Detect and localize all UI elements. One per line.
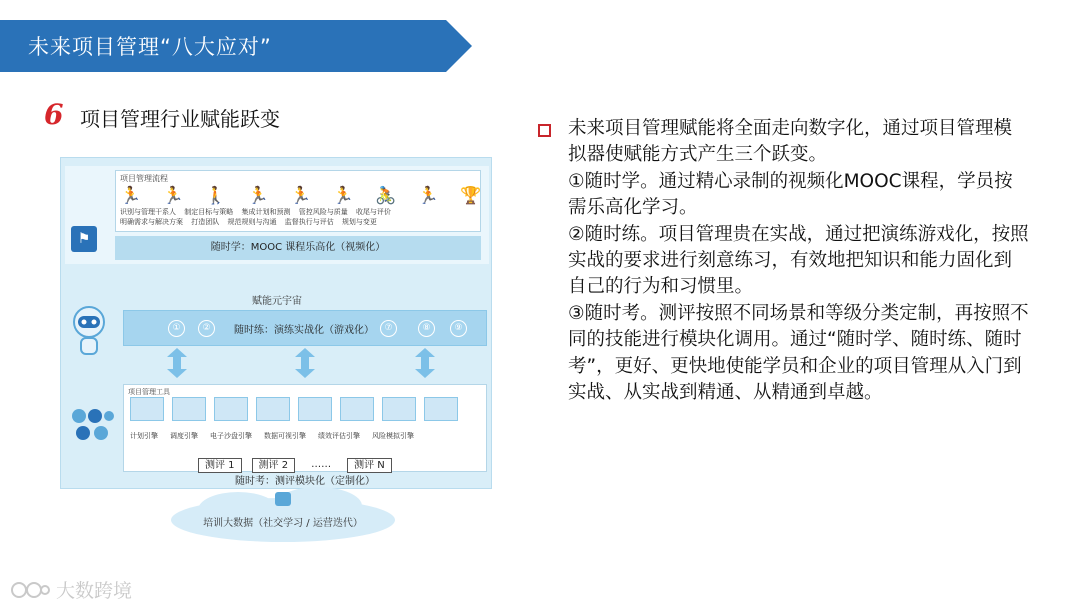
step-label: 监督执行与评估	[284, 218, 334, 226]
test-box: 测评 2	[252, 458, 296, 473]
learn-anytime-bar: 随时学：MOOC 课程乐高化（视频化）	[115, 236, 481, 260]
step-circle: ⑧	[418, 320, 435, 337]
people-icon: ⚑	[71, 226, 97, 252]
tests-row	[198, 458, 392, 473]
runner-icon: 🚴	[375, 186, 397, 206]
runner-icon: 🏃	[290, 186, 312, 206]
assessment-panel	[123, 384, 487, 472]
step-label: 管控风险与质量	[298, 208, 348, 216]
step-circle: ②	[198, 320, 215, 337]
step-label: 集成计划和预测	[241, 208, 291, 216]
intro-paragraph: 未来项目管理赋能将全面走向数字化，通过项目管理模拟器使赋能方式产生三个跃变。	[568, 118, 1013, 166]
tool-box	[298, 397, 332, 421]
test-anytime-bar: 随时考：测评模块化（定制化）	[235, 476, 375, 487]
big-data-cloud	[168, 484, 398, 544]
section-number: 6	[44, 98, 64, 131]
bullet-square-icon	[538, 124, 551, 137]
section-title: 项目管理行业赋能跃变	[80, 107, 280, 131]
engine-label: 数据可视引擎	[264, 432, 306, 440]
step-label: 规范规则与沟通	[227, 218, 277, 226]
title-banner	[0, 20, 472, 72]
body-text	[560, 116, 1030, 406]
tool-box	[340, 397, 374, 421]
gears-icon	[69, 406, 115, 442]
tool-box	[424, 397, 458, 421]
double-arrow-icon	[167, 348, 187, 378]
process-steps	[120, 185, 482, 207]
runner-icon: 🚶	[205, 186, 227, 206]
runner-icon: 🏆	[460, 186, 482, 206]
step-label: 打造团队	[191, 218, 220, 226]
runner-icon: 🏃	[120, 186, 142, 206]
runner-icon: 🏃	[247, 186, 269, 206]
tools-row	[130, 397, 480, 423]
watermark-logo-icon	[10, 578, 50, 602]
test-box: 测评 N	[347, 458, 392, 473]
step-label: 制定目标与策略	[184, 208, 234, 216]
learn-anytime-row	[65, 166, 489, 264]
tool-box	[382, 397, 416, 421]
engine-label: 电子沙盘引擎	[210, 432, 252, 440]
point-learn: ①随时学。通过精心录制的视频化MOOC课程，学员按需乐高化学习。	[568, 170, 1013, 219]
step-circle: ⑦	[380, 320, 397, 337]
step-circle: ⑨	[450, 320, 467, 337]
test-ellipsis: ……	[311, 459, 332, 470]
engine-label: 调度引擎	[170, 432, 198, 440]
point-practice: ②随时练。项目管理贵在实战，通过把演练游戏化，按照实战的要求进行刻意练习，有效地把知识和能力固化到自己的行为和习惯里。	[568, 223, 1029, 298]
watermark	[10, 576, 132, 603]
step-label: 识别与管理干系人	[120, 208, 176, 216]
banner-title: 未来项目管理“八大应对”	[28, 35, 272, 59]
point-test: ③随时考。测评按照不同场景和等级分类定制，再按照不同的技能进行模块化调用。通过“随时学、随时练、随时考”，更好、更快地使能学员和企业的项目管理从入门到实战、从实战到精通、从精通到卓越。	[568, 302, 1029, 404]
engine-label: 计划引擎	[130, 432, 158, 440]
double-arrow-icon	[415, 348, 435, 378]
big-data-label: 培训大数据（社交学习 / 运营迭代）	[203, 518, 363, 529]
process-panel	[115, 170, 481, 232]
robot-icon	[69, 304, 109, 358]
metaverse-title: 赋能元宇宙	[252, 296, 302, 307]
step-label: 明确需求与解决方案	[120, 218, 183, 226]
tools-heading: 项目管理工具	[128, 388, 170, 396]
tool-box	[172, 397, 206, 421]
double-arrow-icon	[295, 348, 315, 378]
runner-icon: 🏃	[332, 186, 354, 206]
practice-anytime-label: 随时练：演练实战化（游戏化）	[234, 325, 374, 336]
practice-anytime-bar	[123, 310, 487, 346]
watermark-text: 大数跨境	[56, 580, 133, 602]
step-circle: ①	[168, 320, 185, 337]
runner-icon: 🏃	[162, 186, 184, 206]
tool-box	[256, 397, 290, 421]
engines-row	[130, 431, 480, 441]
step-label: 规划与变更	[341, 218, 377, 226]
step-label: 收尾与评价	[355, 208, 391, 216]
framework-diagram	[60, 157, 492, 489]
process-heading: 项目管理流程	[120, 174, 168, 183]
engine-label: 绩效评估引擎	[318, 432, 360, 440]
runner-icon: 🏃	[417, 186, 439, 206]
engine-label: 风险模拟引擎	[372, 432, 414, 440]
process-step-labels	[120, 207, 478, 227]
tool-box	[214, 397, 248, 421]
test-box: 测评 1	[198, 458, 242, 473]
tool-box	[130, 397, 164, 421]
